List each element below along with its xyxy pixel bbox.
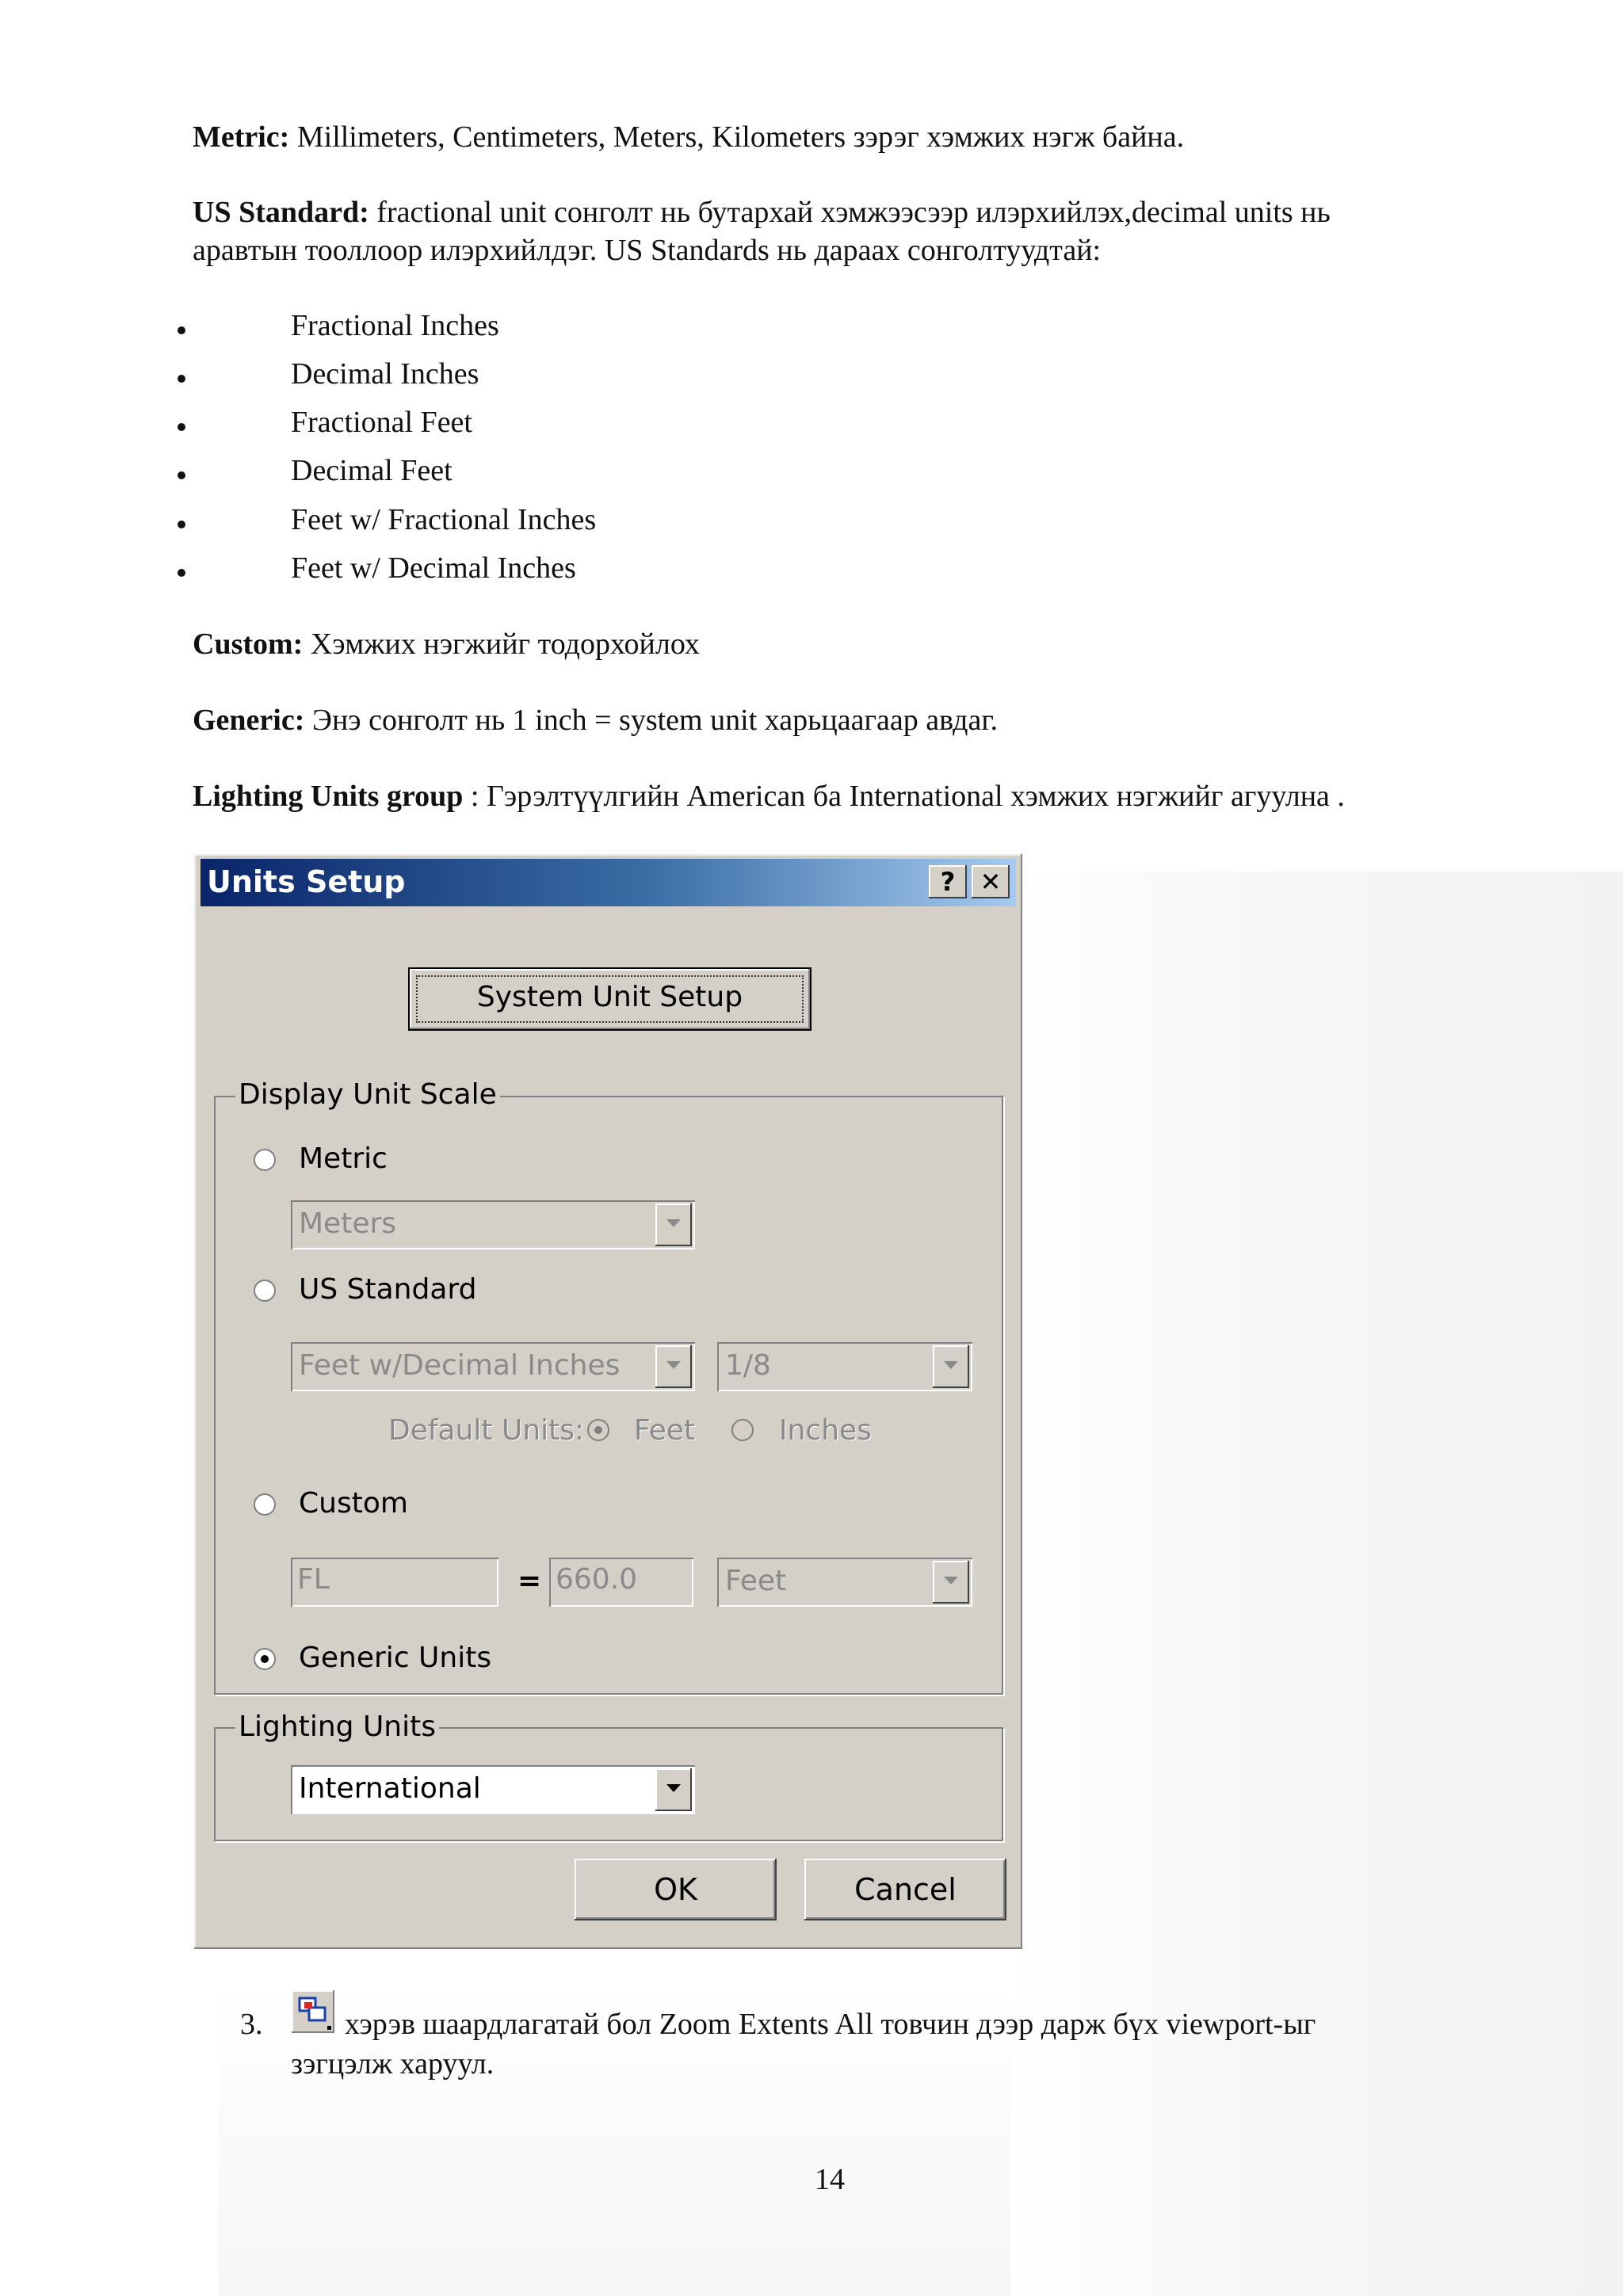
help-button[interactable]: ? (929, 865, 967, 898)
chevron-down-icon (666, 1219, 681, 1227)
custom-paragraph: Custom: Хэмжих нэгжийг тодорхойлох (193, 627, 700, 661)
zoom-extents-all-icon-graphic (292, 1990, 334, 2033)
chevron-down-icon (666, 1361, 681, 1369)
lighting-paragraph: Lighting Units group : Гэрэлтүүлгийн American ба International хэмжих нэгжийг агуулна . (193, 780, 1345, 813)
custom-value: 660.0 (556, 1563, 638, 1596)
list-item: Decimal Inches (291, 357, 479, 391)
us-standard-label: US Standard (299, 1273, 477, 1306)
dropdown-arrow (655, 1203, 692, 1246)
dropdown-arrow (655, 1345, 692, 1388)
custom-name-value: FL (297, 1563, 330, 1596)
page-background-shade (1006, 871, 1623, 2296)
radio-selected-dot (594, 1426, 602, 1434)
default-units-label: Default Units: (388, 1414, 585, 1447)
equals-sign: = (517, 1565, 542, 1597)
bullet-dot (178, 471, 185, 479)
us-standard-units-select[interactable] (291, 1342, 695, 1391)
lighting-units-value: International (299, 1772, 481, 1805)
zoom-extents-all-icon[interactable] (292, 1990, 334, 2033)
default-feet-radio[interactable] (587, 1419, 609, 1441)
dropdown-arrow (933, 1561, 969, 1604)
us-fraction-select[interactable] (717, 1342, 972, 1391)
metric-label: Metric (299, 1142, 388, 1175)
focus-rect (416, 975, 804, 1023)
system-unit-setup-label: System Unit Setup (476, 981, 743, 1013)
list-item: Feet w/ Decimal Inches (291, 551, 576, 585)
dropdown-arrow (933, 1345, 969, 1388)
cancel-button[interactable]: Cancel (804, 1859, 1006, 1920)
chevron-down-icon (944, 1577, 958, 1585)
generic-units-radio[interactable] (254, 1648, 276, 1670)
metric-radio[interactable] (254, 1149, 276, 1171)
metric-units-select[interactable] (291, 1200, 695, 1249)
list-item: Decimal Feet (291, 454, 453, 487)
step3-text-line1: хэрэв шаардлагатай бол Zoom Extents All товчин дээр дарж бүх viewport-ыг (345, 2008, 1316, 2041)
step-number: 3. (240, 2008, 263, 2041)
display-unit-scale-label: Display Unit Scale (235, 1079, 500, 1111)
list-item: Fractional Inches (291, 309, 499, 342)
custom-value-field[interactable] (549, 1558, 693, 1607)
ok-button[interactable]: OK (575, 1859, 777, 1920)
bullet-dot (178, 326, 185, 334)
chevron-down-icon (666, 1784, 681, 1792)
custom-unit-select[interactable] (717, 1558, 972, 1607)
us-standard-radio[interactable] (254, 1280, 276, 1302)
bullet-dot (178, 375, 185, 383)
lighting-units-select[interactable] (291, 1765, 695, 1814)
dropdown-arrow (655, 1768, 692, 1811)
custom-name-field[interactable] (291, 1558, 498, 1607)
metric-paragraph: Metric: Millimeters, Centimeters, Meters, Kilometers зэрэг хэмжих нэгж байна. (193, 120, 1185, 154)
system-unit-setup-button[interactable] (408, 967, 812, 1031)
generic-units-label: Generic Units (299, 1642, 492, 1674)
default-feet-label: Feet (634, 1414, 696, 1447)
bullet-dot (178, 569, 185, 577)
step3-text-line2: зэгцэлж харуул. (291, 2047, 495, 2081)
generic-paragraph: Generic: Энэ сонголт нь 1 inch = system unit харьцаагаар авдаг. (193, 704, 999, 737)
page-number: 14 (815, 2163, 845, 2196)
custom-unit-value: Feet (725, 1565, 787, 1597)
units-setup-dialog (194, 854, 1022, 1949)
close-button[interactable]: ✕ (972, 865, 1010, 898)
custom-label: Custom (299, 1487, 408, 1520)
us-standard-units-value: Feet w/Decimal Inches (299, 1349, 621, 1382)
list-item: Fractional Feet (291, 406, 472, 439)
default-inches-label: Inches (779, 1414, 872, 1447)
us-standard-paragraph-line2: аравтын тооллоор илэрхийлдэг. US Standards нь дараах сонголтуудтай: (193, 234, 1102, 267)
list-item: Feet w/ Fractional Inches (291, 503, 597, 536)
bullet-dot (178, 423, 185, 431)
chevron-down-icon (944, 1361, 958, 1369)
us-standard-paragraph: US Standard: fractional unit сонголт нь бутархай хэмжээсээр илэрхийлэх,decimal units нь (193, 196, 1331, 229)
dialog-title: Units Setup (207, 864, 406, 899)
dialog-titlebar (200, 859, 1016, 906)
us-fraction-value: 1/8 (725, 1349, 771, 1382)
default-inches-radio[interactable] (731, 1419, 754, 1441)
metric-units-value: Meters (299, 1207, 397, 1240)
radio-selected-dot (261, 1655, 269, 1663)
lighting-units-label: Lighting Units (235, 1711, 439, 1743)
bullet-dot (178, 521, 185, 528)
custom-radio[interactable] (254, 1493, 276, 1516)
